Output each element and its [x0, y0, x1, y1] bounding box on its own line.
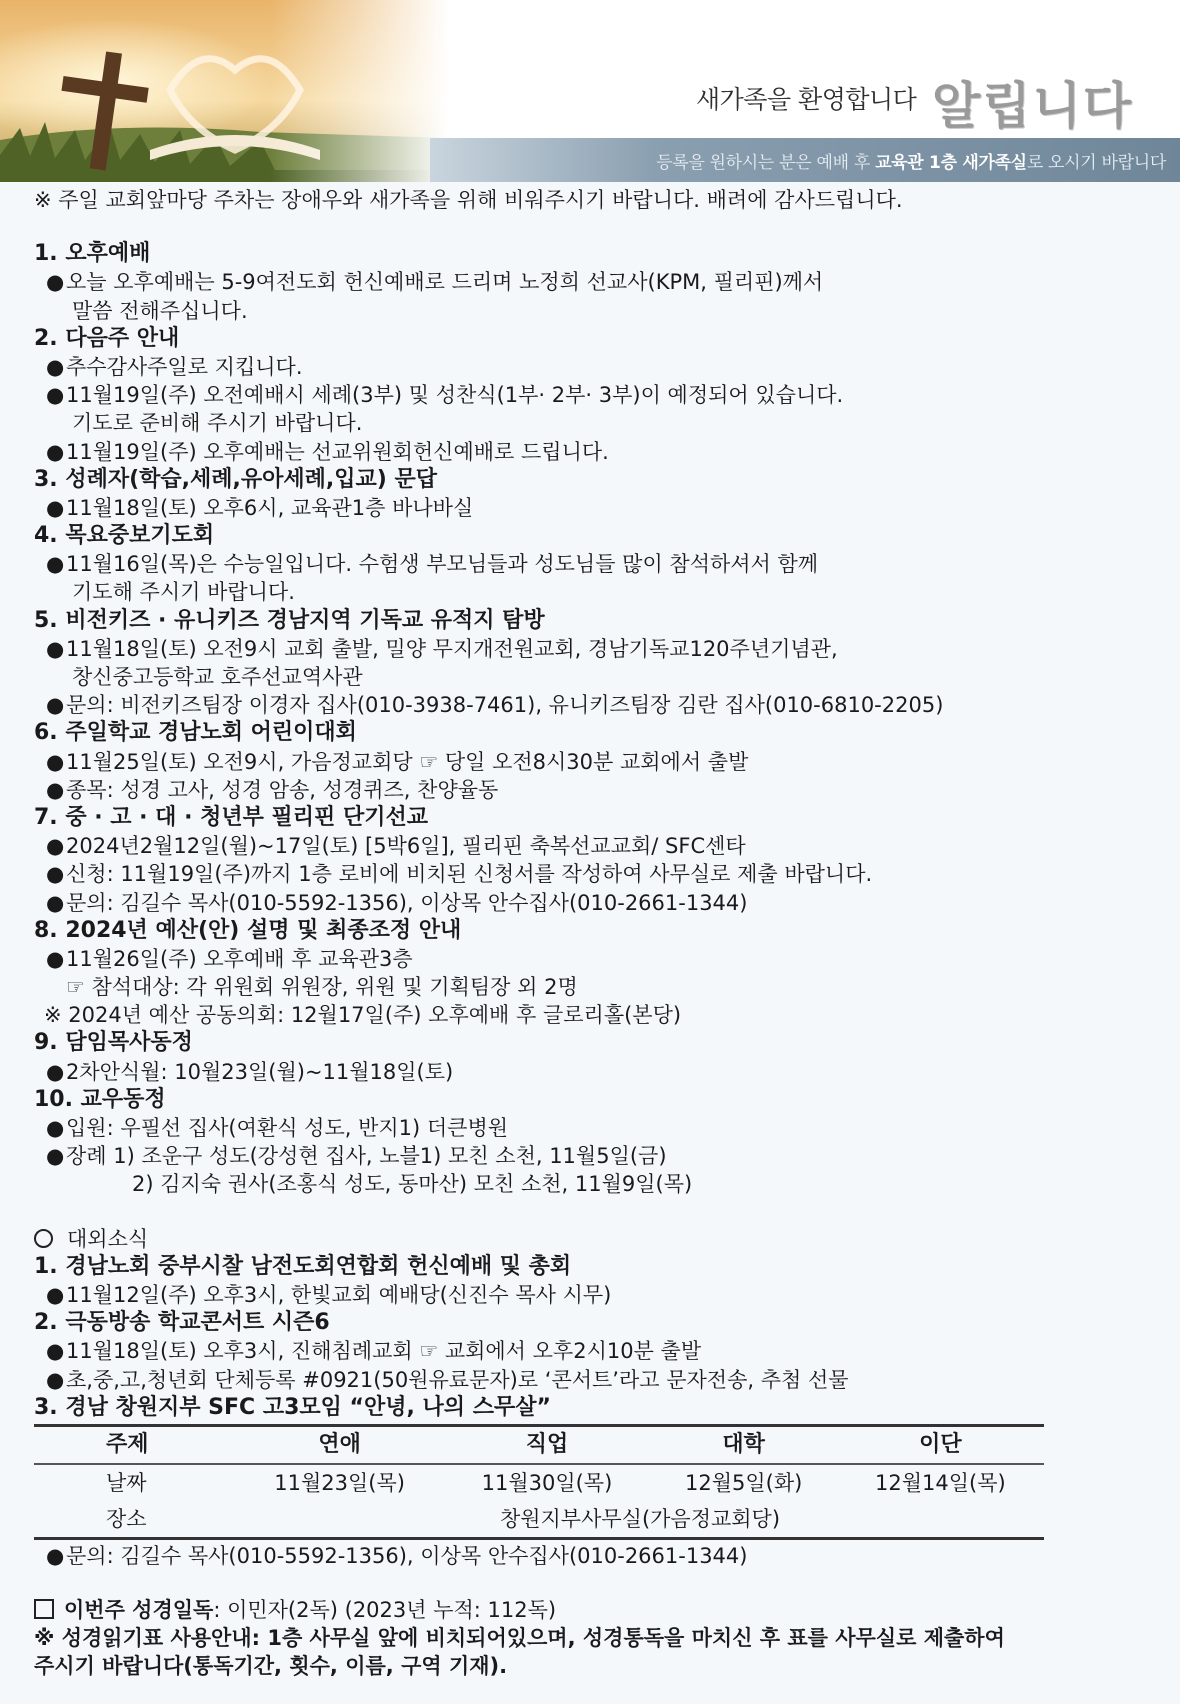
checkbox-icon — [34, 1599, 54, 1619]
list-item: ●11월16일(목)은 수능일입니다. 수험생 부모님들과 성도님들 많이 참석하셔서 함께 — [34, 550, 1146, 578]
table-cell: 창원지부사무실(가음정교회당) — [499, 1506, 781, 1531]
table-cell: 12월5일(화) — [684, 1470, 803, 1495]
external-news-heading: 대외소식 — [34, 1225, 1146, 1253]
table-cell: 장소 — [106, 1506, 147, 1531]
section-title: 2. 다음주 안내 — [34, 325, 180, 351]
bullet-icon: ● — [46, 1367, 65, 1392]
section-title: 10. 교우동정 — [34, 1086, 166, 1112]
table-cell: 연애 — [236, 1425, 443, 1464]
welcome-text: 새가족을 환영합니다 — [696, 85, 917, 114]
bullet-icon: ● — [46, 1116, 65, 1140]
list-item: ●종목: 성경 고사, 성경 암송, 성경퀴즈, 찬양율동 — [34, 776, 1146, 804]
table-row — [34, 1425, 1044, 1464]
list-item: ●장례 1) 조운구 성도(강성현 집사, 노블1) 모친 소천, 11월5일(금) — [34, 1142, 1146, 1170]
notice-content — [34, 186, 1146, 1681]
bullet-icon: ● — [46, 1059, 65, 1084]
bullet-icon: ● — [46, 354, 65, 379]
bible-reading-line: 이번주 성경일독: 이민자(2독) (2023년 누적: 112독) — [34, 1596, 1146, 1624]
bullet-icon: ● — [46, 1282, 65, 1307]
bullet-icon: ● — [46, 1339, 65, 1364]
bullet-icon: ● — [46, 439, 65, 464]
list-item: ●문의: 김길수 목사(010-5592-1356), 이상목 안수집사(010-2661-1344) — [34, 1542, 1146, 1570]
sfc-schedule-table — [34, 1424, 1044, 1540]
table-cell: 대학 — [651, 1425, 837, 1464]
list-item: ●문의: 비전키즈팀장 이경자 집사(010-3938-7461), 유니키즈팀장 김란 집사(010-6810-2205) — [34, 691, 1146, 719]
bullet-icon: ● — [46, 862, 65, 887]
list-item: ●11월18일(토) 오전9시 교회 출발, 밀양 무지개전원교회, 경남기독교120주년기념관, — [34, 635, 1146, 663]
table-cell: 이단 — [837, 1425, 1044, 1464]
list-item: ●11월26일(주) 오후예배 후 교육관3층 — [34, 945, 1146, 973]
section-title: 5. 비전키즈 · 유니키즈 경남지역 기독교 유적지 탐방 — [34, 607, 545, 633]
bullet-icon: ● — [46, 1543, 65, 1568]
list-item: ●11월19일(주) 오후예배는 선교위원회헌신예배로 드립니다. — [34, 438, 1146, 466]
list-item: ●2024년2월12일(월)~17일(토) [5박6일], 필리핀 축복선교교회/ SFC센타 — [34, 832, 1146, 860]
table-cell: 날짜 — [106, 1470, 147, 1495]
registration-bar — [430, 138, 1180, 182]
circle-icon — [34, 1229, 53, 1248]
page-title: 알립니다 — [932, 76, 1134, 135]
list-item: ●11월18일(토) 오후6시, 교육관1층 바나바실 — [34, 494, 1146, 522]
section-title: 3. 경남 창원지부 SFC 고3모임 “안녕, 나의 스무살” — [34, 1394, 551, 1420]
table-row — [34, 1501, 1044, 1539]
list-item: ●2차안식월: 10월23일(월)~11월18일(토) — [34, 1058, 1146, 1086]
banner-image — [0, 0, 450, 182]
section-title: 9. 담임목사동정 — [34, 1030, 193, 1056]
section-title: 2. 극동방송 학교콘서트 시즌6 — [34, 1310, 330, 1336]
reading-guide-continued: 주시기 바랍니다(통독기간, 횟수, 이름, 구역 기재). — [34, 1654, 508, 1679]
list-item: ●11월12일(주) 오후3시, 한빛교회 예배당(신진수 목사 시무) — [34, 1281, 1146, 1309]
list-item-continued: 2) 김지숙 권사(조홍식 성도, 동마산) 모친 소천, 11월9일(목) — [132, 1172, 693, 1197]
table-cell: 11월30일(목) — [481, 1470, 613, 1495]
budget-note: ※ 2024년 예산 공동의회: 12월17일(주) 오후예배 후 글로리홀(본당) — [44, 1003, 682, 1028]
bullet-icon: ● — [46, 890, 65, 915]
list-item: ●문의: 김길수 목사(010-5592-1356), 이상목 안수집사(010-2661-1344) — [34, 889, 1146, 917]
list-item-continued: 기도해 주시기 바랍니다. — [72, 580, 295, 605]
list-item-continued: 창신중고등학교 호주선교역사관 — [72, 665, 363, 689]
table-row — [34, 1464, 1044, 1501]
section-title: 4. 목요중보기도회 — [34, 523, 215, 549]
bullet-icon: ● — [46, 834, 65, 859]
reading-guide: ※ 성경읽기표 사용안내: 1층 사무실 앞에 비치되어있으며, 성경통독을 마치신 후 표를 사무실로 제출하여 — [34, 1626, 1005, 1651]
section-title: 1. 오후예배 — [34, 241, 151, 267]
section-title: 7. 중 · 고 · 대 · 청년부 필리핀 단기선교 — [34, 804, 428, 830]
bullet-icon: ● — [46, 749, 65, 774]
list-item-continued: 말씀 전해주십니다. — [72, 298, 248, 323]
list-item: ●신청: 11월19일(주)까지 1층 로비에 비치된 신청서를 작성하여 사무실로 제출 바랍니다. — [34, 860, 1146, 888]
attendee-note: ☞ 참석대상: 각 위원회 위원장, 위원 및 기획팀장 외 2명 — [66, 975, 578, 1000]
section-title: 8. 2024년 예산(안) 설명 및 최종조정 안내 — [34, 917, 462, 943]
list-item: ●오늘 오후예배는 5-9여전도회 헌신예배로 드리며 노정희 선교사(KPM, 필리핀)께서 — [34, 268, 1146, 296]
list-item: ●초,중,고,청년회 단체등록 #0921(50원유료문자)로 ‘콘서트’라고 문자전송, 추첨 선물 — [34, 1366, 1146, 1394]
list-item-continued: 기도로 준비해 주시기 바랍니다. — [72, 411, 363, 436]
list-item: ●입원: 우필선 집사(여환식 성도, 반지1) 더큰병원 — [34, 1114, 1146, 1142]
table-cell: 주제 — [34, 1425, 236, 1464]
bullet-icon: ● — [46, 383, 65, 408]
bullet-icon: ● — [46, 1144, 65, 1169]
list-item: ●추수감사주일로 지킵니다. — [34, 353, 1146, 381]
list-item: ●11월19일(주) 오전예배시 세례(3부) 및 성찬식(1부· 2부· 3부)이 예정되어 있습니다. — [34, 381, 1146, 409]
section-title: 3. 성례자(학습,세례,유아세례,입교) 문답 — [34, 466, 437, 492]
bullet-icon: ● — [46, 777, 65, 802]
header — [0, 0, 1180, 182]
registration-text: 등록을 원하시는 분은 예배 후 교육관 1층 새가족실로 오시기 바랍니다 — [656, 153, 1166, 173]
table-cell: 12월14일(목) — [875, 1470, 1006, 1495]
section-title: 6. 주일학교 경남노회 어린이대회 — [34, 720, 357, 746]
bullet-icon: ● — [46, 946, 65, 971]
bullet-icon: ● — [46, 270, 65, 295]
table-cell: 11월23일(목) — [274, 1470, 405, 1495]
bullet-icon: ● — [46, 552, 65, 577]
bullet-icon: ● — [46, 636, 65, 661]
table-cell: 직업 — [443, 1425, 650, 1464]
section-title: 1. 경남노회 중부시찰 남전도회연합회 헌신예배 및 총회 — [34, 1253, 572, 1279]
bullet-icon: ● — [46, 693, 65, 718]
list-item: ●11월25일(토) 오전9시, 가음정교회당 ☞ 당일 오전8시30분 교회에서 출발 — [34, 748, 1146, 776]
list-item: ●11월18일(토) 오후3시, 진해침례교회 ☞ 교회에서 오후2시10분 출발 — [34, 1337, 1146, 1365]
bullet-icon: ● — [46, 495, 65, 520]
parking-note: ※ 주일 교회앞마당 주차는 장애우와 새가족을 위해 비워주시기 바랍니다. 배려에 감사드립니다. — [34, 188, 903, 212]
